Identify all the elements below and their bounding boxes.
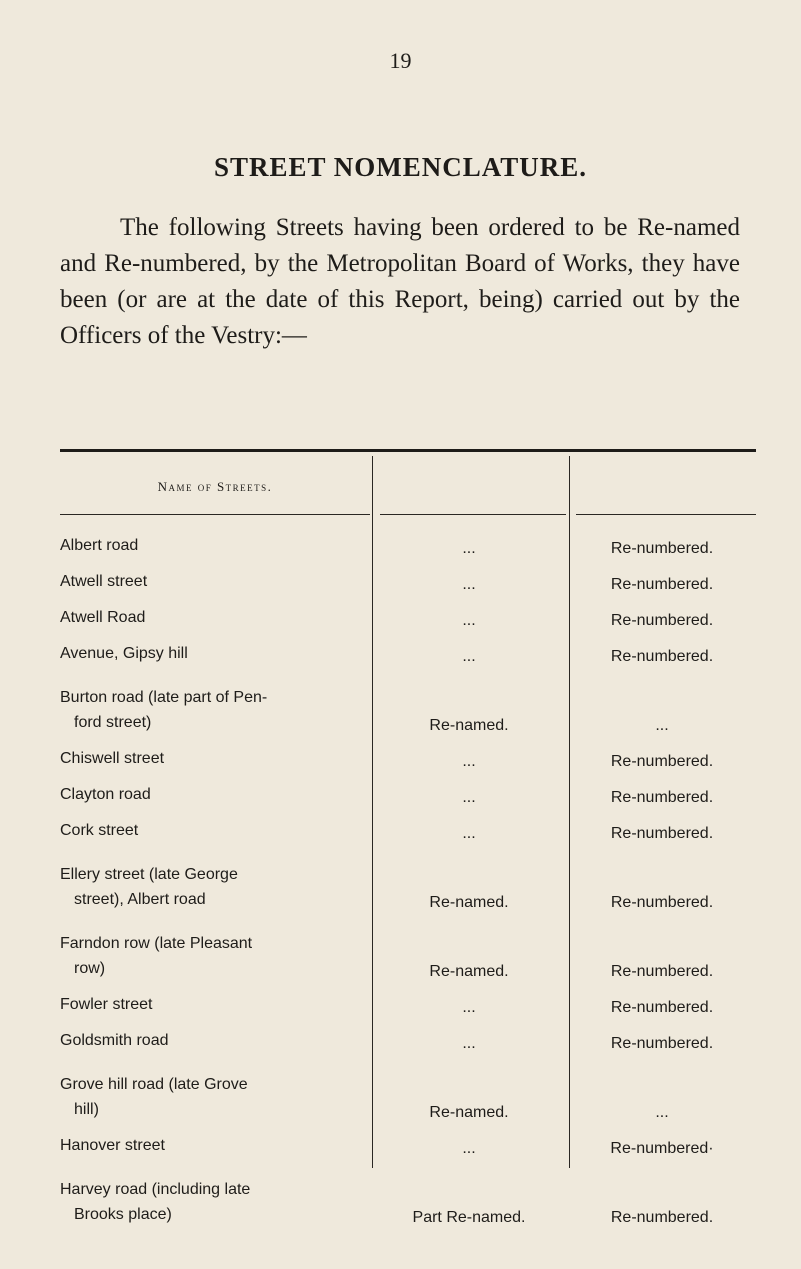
- street-name-line: Atwell Road: [60, 609, 146, 626]
- renumbered-cell: Re-numbered.: [610, 963, 714, 980]
- street-name-cell: [60, 989, 370, 1025]
- renumbered-cell: Re-numbered.: [610, 540, 714, 557]
- table-row: [60, 920, 756, 989]
- header-rule-name: [60, 514, 370, 515]
- street-name-line: Harvey road (including late: [60, 1181, 251, 1198]
- table-row: [60, 743, 756, 779]
- street-name-cell: [60, 1061, 370, 1130]
- renamed-cell: ...: [462, 1035, 476, 1052]
- street-table: [60, 530, 756, 1235]
- table-row: [60, 815, 756, 851]
- renumbered-cell: Re-numbered.: [610, 612, 714, 629]
- renamed-cell: ...: [462, 999, 476, 1016]
- renamed-cell: Re-named.: [429, 1104, 509, 1121]
- street-name-line: Grove hill road (late Grove: [60, 1076, 248, 1093]
- header-rule-mid: [380, 514, 566, 515]
- street-name-cell: [60, 1130, 370, 1166]
- street-name-cell: [60, 566, 370, 602]
- street-name-cell: [60, 530, 370, 566]
- table-row: [60, 530, 756, 566]
- street-name-cell: [60, 743, 370, 779]
- renumbered-cell: Re-numbered.: [610, 1209, 714, 1226]
- renumbered-cell: Re-numbered.: [610, 648, 714, 665]
- renumbered-cell: Re-numbered.: [610, 1035, 714, 1052]
- renumbered-cell: Re-numbered·: [610, 1140, 714, 1157]
- street-name-cell: [60, 851, 370, 920]
- renamed-cell: ...: [462, 648, 476, 665]
- street-name-line: Atwell street: [60, 573, 148, 590]
- renamed-cell: ...: [462, 612, 476, 629]
- renamed-cell: Re-named.: [429, 894, 509, 911]
- street-name-line: street), Albert road: [74, 891, 206, 908]
- street-name-line: Chiswell street: [60, 750, 165, 767]
- street-name-line: Clayton road: [60, 786, 151, 803]
- street-name-line: Burton road (late part of Pen-: [60, 689, 268, 706]
- table-row: [60, 989, 756, 1025]
- street-name-cell: [60, 920, 370, 989]
- street-name-cell: [60, 815, 370, 851]
- street-name-line: Cork street: [60, 822, 139, 839]
- street-name-line: Hanover street: [60, 1137, 165, 1154]
- renumbered-cell: Re-numbered.: [610, 789, 714, 806]
- renamed-cell: ...: [462, 825, 476, 842]
- page-number: 19: [389, 48, 412, 73]
- renamed-cell: ...: [462, 576, 476, 593]
- street-name-cell: [60, 1166, 370, 1235]
- renamed-cell: ...: [462, 789, 476, 806]
- renumbered-cell: Re-numbered.: [610, 999, 714, 1016]
- renumbered-cell: Re-numbered.: [610, 576, 714, 593]
- street-name-cell: [60, 779, 370, 815]
- renumbered-cell: ...: [655, 1104, 669, 1121]
- renamed-cell: ...: [462, 753, 476, 770]
- table-row: [60, 1130, 756, 1166]
- street-name-line: Ellery street (late George: [60, 866, 238, 883]
- street-name-line: hill): [74, 1101, 99, 1118]
- street-name-line: Fowler street: [60, 996, 153, 1013]
- renumbered-cell: Re-numbered.: [610, 894, 714, 911]
- page-title: STREET NOMENCLATURE.: [213, 152, 588, 182]
- table-top-rule: [60, 449, 756, 452]
- renamed-cell: Re-named.: [429, 717, 509, 734]
- renumbered-cell: Re-numbered.: [610, 825, 714, 842]
- street-name-line: Albert road: [60, 537, 139, 554]
- table-row: [60, 1166, 756, 1235]
- street-name-line: Farndon row (late Pleasant: [60, 935, 253, 952]
- table-row: [60, 1061, 756, 1130]
- table-row: [60, 851, 756, 920]
- renumbered-cell: ...: [655, 717, 669, 734]
- renumbered-cell: Re-numbered.: [610, 753, 714, 770]
- renamed-cell: Part Re-named.: [412, 1209, 526, 1226]
- street-name-cell: [60, 1025, 370, 1061]
- street-name-cell: [60, 602, 370, 638]
- street-name-line: Goldsmith road: [60, 1032, 169, 1049]
- table-row: [60, 638, 756, 674]
- renamed-cell: ...: [462, 540, 476, 557]
- intro-paragraph: The following Streets having been ordered to be Re-named and Re-numbered, by the Metropolitan Board of Works, they have been (or are at the date of this Report, being) carried out by the Officers of the Vestry:—: [60, 214, 740, 349]
- street-name-cell: [60, 674, 370, 743]
- street-name-line: ford street): [74, 714, 152, 731]
- street-name-line: row): [74, 960, 106, 977]
- header-rule-right: [576, 514, 756, 515]
- street-name-line: Avenue, Gipsy hill: [60, 645, 188, 662]
- renamed-cell: ...: [462, 1140, 476, 1157]
- column-header-name: Name of Streets.: [157, 479, 273, 494]
- table-row: [60, 566, 756, 602]
- street-name-cell: [60, 638, 370, 674]
- table-row: [60, 674, 756, 743]
- table-row: [60, 602, 756, 638]
- renamed-cell: Re-named.: [429, 963, 509, 980]
- table-row: [60, 1025, 756, 1061]
- street-name-line: Brooks place): [74, 1206, 172, 1223]
- table-row: [60, 779, 756, 815]
